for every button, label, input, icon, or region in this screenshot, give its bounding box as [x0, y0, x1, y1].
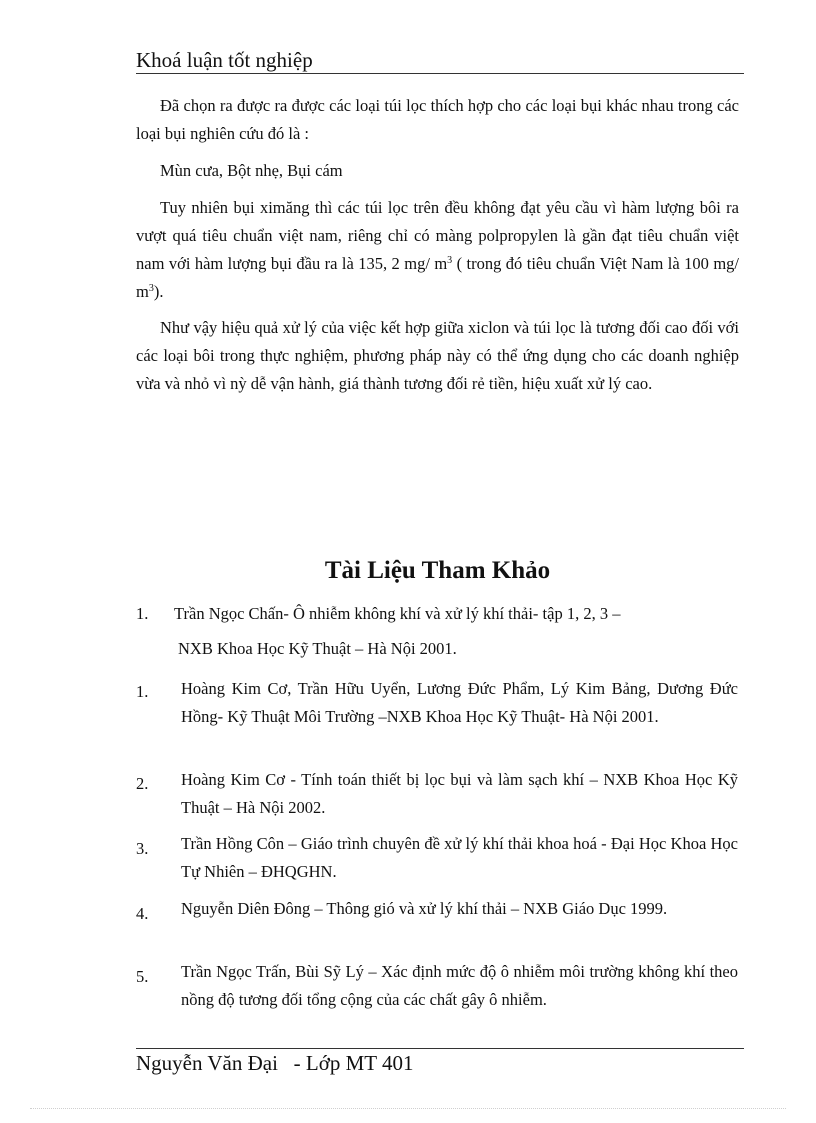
paragraph-4-text: Như vậy hiệu quả xử lý của việc kết hợp giữa xiclon và túi lọc là tương đối cao đối với các loại bôi trong thực nghiệm, phương pháp này có thể ứng dụng cho các doanh nghiệp vừa và nhỏ vì nỳ dễ vận hành, giá thành tương đối rẻ tiền, hiệu xuất xử lý cao.: [136, 318, 739, 393]
reference-text: Hoàng Kim Cơ, Trần Hữu Uyển, Lương Đức Phẩm, Lý Kim Bảng, Dương Đức Hồng- Kỹ Thuật Môi Trường –NXB Khoa Học Kỹ Thuật- Hà Nội 2001.: [181, 679, 738, 726]
references-title: Tài Liệu Tham Khảo: [324, 557, 551, 584]
paragraph-1-text: Đã chọn ra được ra được các loại túi lọc thích hợp cho các loại bụi khác nhau trong các loại bụi nghiên cứu đó là :: [136, 96, 739, 143]
reference-text: Trần Ngọc Trấn, Bùi Sỹ Lý – Xác định mức độ ô nhiễm môi trường không khí theo nồng độ tương đối tổng cộng của các chất gây ô nhiễm.: [181, 962, 738, 1009]
paragraph-4: [136, 314, 739, 398]
header-title: Khoá luận tốt nghiệp: [136, 48, 313, 72]
reference-text: Trần Ngọc Chấn- Ô nhiễm không khí và xử lý khí thải- tập 1, 2, 3 –: [174, 604, 621, 623]
reference-number: 4.: [136, 904, 149, 923]
reference-number: 2.: [136, 774, 149, 793]
paragraph-3-text-c: ).: [153, 282, 164, 301]
paragraph-2-text: Mùn cưa, Bột nhẹ, Bụi cám: [160, 161, 343, 180]
reference-number: 3.: [136, 839, 149, 858]
paragraph-3-text-a: Tuy nhiên bụi ximăng thì các túi lọc trên đều không đạt yêu cầu vì hàm lượng bôi ra vượt quá tiêu chuẩn việt nam, riêng chỉ có màng polpropylen là gần đạt tiêu chuẩn việt nam với hàm lượng bụi đầu ra là 135, 2 mg/ m: [136, 198, 739, 273]
paragraph-3-text-b: ( trong đó tiêu chuẩn Việt Nam là 100 mg/ m: [136, 254, 739, 301]
paragraph-3: [136, 194, 739, 306]
paragraph-1: [136, 92, 739, 148]
reference-text: Hoàng Kim Cơ - Tính toán thiết bị lọc bụi và làm sạch khí – NXB Khoa Học Kỹ Thuật – Hà Nội 2002.: [181, 770, 738, 817]
paragraph-2: [136, 157, 739, 185]
reference-number: 1.: [136, 682, 149, 701]
superscript-3: 3: [447, 255, 453, 266]
superscript-3: 3: [148, 283, 154, 294]
page-footer: Nguyễn Văn Đại - Lớp MT 401: [136, 1051, 414, 1075]
page-header: [136, 47, 744, 74]
reference-text: Nguyễn Diên Đông – Thông gió và xử lý khí thải – NXB Giáo Dục 1999.: [181, 899, 668, 918]
reference-number: 1.: [136, 604, 149, 623]
page-edge: [30, 1108, 786, 1109]
reference-text: Trần Hồng Côn – Giáo trình chuyên đề xử lý khí thải khoa hoá - Đại Học Khoa Học Tự Nhiên – ĐHQGHN.: [181, 834, 738, 881]
reference-text-continued: NXB Khoa Học Kỹ Thuật – Hà Nội 2001.: [178, 639, 457, 658]
reference-number: 5.: [136, 967, 149, 986]
